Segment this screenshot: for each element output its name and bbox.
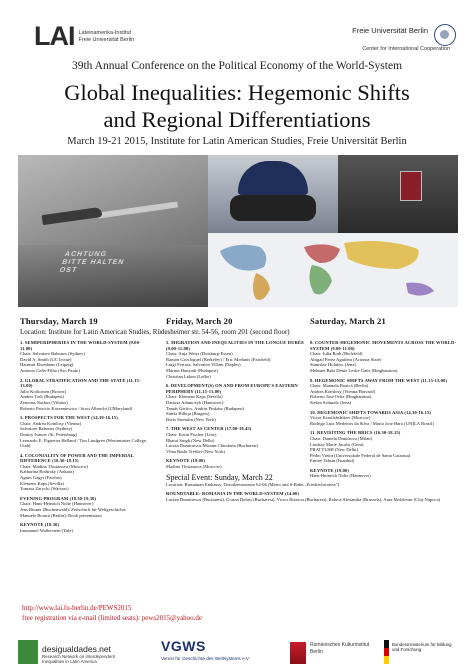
session-block xyxy=(310,468,460,479)
session-line: Mehmet Baki Deniz Leslie Gatts (Binghamton) xyxy=(310,367,398,373)
session-line: Victor Krasilshchikov (Moscow) xyxy=(310,415,371,421)
session-list xyxy=(310,340,460,479)
world-map-icon xyxy=(208,233,458,307)
session-line: Bharat Singh (New Delhi) xyxy=(166,437,215,443)
session-line: Andres Toth (Budapest) xyxy=(20,394,64,400)
session-line: Lucian Dumitrescu (Bucharest), Corina Doboș (Bucharest), Victor Rizescu (Bucharest), Raluca Alexandra (Brussels), Aura Moldovan (Cluj-Napoca) xyxy=(166,496,441,502)
session-line: Vilna Bashi Treitler (New York) xyxy=(166,448,226,454)
session-heading: 11. REVISITING THE BRICS (16.30-18.15) xyxy=(310,430,401,436)
fu-subtitle: Center for International Cooperation xyxy=(362,46,450,52)
session-block xyxy=(20,378,152,412)
session-block xyxy=(20,496,152,518)
conference-edition: 39th Annual Conference on the Political Economy of the World-System xyxy=(71,60,403,72)
session-line: Zenonas Norkus (Vilnius) xyxy=(20,399,68,405)
session-line: Dmitry Ivanov (St. Petersburg) xyxy=(20,431,78,437)
website-link[interactable]: http://www.lai.fu-berlin.de/PEWS2015 xyxy=(22,604,132,612)
session-list xyxy=(166,340,306,469)
session-block xyxy=(20,340,152,374)
session-block xyxy=(310,410,460,427)
sponsor-bar xyxy=(18,638,458,668)
sponsor-name: desigualdades.net xyxy=(42,644,112,654)
day-title: Saturday, March 21 xyxy=(310,316,386,326)
session-line: Katharina Bodirsky (Ankara) xyxy=(20,469,74,475)
day-title: Friday, March 20 xyxy=(166,316,233,326)
session-line: Emine Tahsin (Istanbul) xyxy=(310,458,355,464)
session-line: Klemens Kaps (Sevilla) xyxy=(20,480,64,486)
session-line: Stefan Schmalz (Jena) xyxy=(310,399,352,405)
session-line: Andrea Komlosy (Vienna/Harvard) xyxy=(310,388,376,394)
session-block xyxy=(166,458,306,469)
session-heading: ROUNDTABLE: ROMANIA IN THE WORLD-SYSTEM (14.00) xyxy=(166,491,300,497)
photo-border-guard xyxy=(208,155,338,233)
special-event-location: Location: Romanian Embassy, Dorotheenstrasse 62-66 (Metro and S-Bahn „Friedrichstrasse") xyxy=(166,482,340,488)
road-text-line: OST xyxy=(58,267,79,274)
session-line: Hans-Heinrich Nolte (Hannover) xyxy=(310,473,371,479)
session-line: Manuela Boatcă (Berlin): Book presentation xyxy=(20,512,102,518)
sponsor-subtitle: Verein für Geschichte des Weltsystems e.V. xyxy=(161,656,250,661)
lai-mark: LAI xyxy=(34,21,75,51)
photo-border-road xyxy=(18,155,208,307)
session-heading: EVENING PROGRAM (18.30-19.30) xyxy=(20,495,97,501)
session-heading: 9. HEGEMONIC SHIFTS AWAY FROM THE WEST (11.15-13.00) xyxy=(310,377,448,383)
session-block xyxy=(310,378,460,406)
title-line: and Regional Differentiations xyxy=(103,107,371,132)
location: Location: Institute for Latin American Studies, Rüdesheimer str. 54-56, room 201 (second floor) xyxy=(20,328,290,336)
session-line: Madina Tlostanova (Moscow) xyxy=(166,463,222,469)
lai-sub-line: Freie Universität Berlin xyxy=(78,37,135,43)
session-heading: 7. THE WEST AS CENTER (17.00-18.45) xyxy=(166,426,252,432)
eu-cap-icon xyxy=(238,161,308,195)
session-line: Salvatore Babones (Sydney) xyxy=(20,426,73,432)
session-line: Antonio Gelis-Filho (Sao Paulo) xyxy=(20,367,80,373)
session-line: Chair: Daniela Dimitrova (Milan) xyxy=(310,435,373,441)
session-line: David A. Smith (UC Irvine) xyxy=(20,356,72,362)
session-line: Immanuel Wallerstein (Yale) xyxy=(20,527,73,533)
lai-sub-line: Lateinamerika-Institut xyxy=(78,30,132,36)
road-marking xyxy=(58,251,128,275)
sponsor-rki xyxy=(290,638,378,668)
binoculars-icon xyxy=(230,195,316,221)
boat-icon xyxy=(42,207,103,225)
session-line: Chair: Klemens Kaps (Sevilla) xyxy=(166,394,223,400)
photo-world-map xyxy=(208,233,458,307)
sponsor-name: Bundesministerium für Bildung und Forschung xyxy=(392,642,452,653)
passport-icon xyxy=(400,171,422,201)
session-block xyxy=(20,522,152,533)
session-line: Boris Stremlin (New York) xyxy=(166,416,216,422)
session-heading: 6. DEVELOPMENT(S) ON AND FROM EUROPE'S EASTERN PERIPHERY (11.15-13.00) xyxy=(166,383,298,394)
session-line: Stanislav Holubec (Jena) xyxy=(310,362,356,368)
page-title xyxy=(0,79,474,133)
road-text-line: ACHTUNG xyxy=(63,251,108,258)
day-title: Thursday, March 19 xyxy=(20,316,98,326)
session-line: Abigail Perez Aguilera (Arizona State) xyxy=(310,356,382,362)
session-line: Dariusz Adamczyk (Hannover) xyxy=(166,399,224,405)
session-line: Chair: Hans-Heinrich Nolte (Hannover) xyxy=(20,501,94,507)
session-heading: KEYNOTE (19.30) xyxy=(20,522,60,528)
session-heading: 8. COUNTER-HEGEMONIC MOVEMENTS ACROSS THE WORLD-SYSTEM (9.00-11.00) xyxy=(310,340,457,351)
day-column-saturday xyxy=(310,316,460,483)
session-heading: KEYNOTE (19.00) xyxy=(166,458,206,464)
session-block xyxy=(166,426,306,454)
sponsor-name: VGWS xyxy=(161,638,206,654)
fu-logo xyxy=(346,24,456,54)
sponsor-name: Rumänisches Kulturinstitut Berlin xyxy=(310,642,370,655)
session-line: Chair: Salvatore Babones (Sydney) xyxy=(20,351,85,357)
lai-logo xyxy=(34,22,134,52)
conference-dates: March 19-21 2015, Institute for Latin American Studies, Freie Universität Berlin xyxy=(67,136,407,147)
sponsor-subtitle: Research Network on Interdependent Inequalities in Latin America xyxy=(42,654,115,664)
session-line: Chair: Andrea Komlosy (Vienna) xyxy=(20,420,82,426)
sponsor-desigualdades xyxy=(18,638,136,668)
title-line: Global Inequalities: Hegemonic Shifts xyxy=(64,80,410,105)
session-heading: KEYNOTE (19.00) xyxy=(310,467,350,473)
session-line: Tamás Gerőcs, András Pinkász (Budapest) xyxy=(166,405,245,411)
german-flag-icon xyxy=(384,640,389,664)
fu-name: Freie Universität Berlin xyxy=(352,26,428,35)
session-line: Jens Binner (Buchenwald): Zeitschrift für Weltgeschichte xyxy=(20,507,126,513)
session-line: Chair: Manuela Boatcă (Berlin) xyxy=(310,383,369,389)
session-block xyxy=(310,340,460,374)
session-heading: 1. SEMIPERIPHERIES IN THE WORLD-SYSTEM (9.00-11.00) xyxy=(20,340,141,351)
sponsor-bmbf xyxy=(384,638,458,668)
session-line: Chair: Madina Tlostanova (Moscow) xyxy=(20,463,89,469)
session-block xyxy=(166,340,306,379)
program xyxy=(20,316,460,584)
sponsor-vgws xyxy=(161,638,265,668)
photo-passport xyxy=(338,155,458,233)
session-line: Lindsay Marie Jacobs (Gent) xyxy=(310,441,364,447)
header xyxy=(0,0,474,56)
road-text-line: BITTE HALTEN xyxy=(61,259,126,266)
fu-seal-icon xyxy=(434,24,456,46)
special-event-session xyxy=(166,491,456,502)
session-block xyxy=(166,383,306,422)
session-block xyxy=(20,415,152,449)
rki-logo-icon xyxy=(290,642,306,664)
session-line: Chair: Julia Roth (Bielefeld) xyxy=(310,351,363,357)
session-line: Márton Hunyadi (Budapest) xyxy=(166,367,218,373)
session-line: Agnes Gagyi (Fairfax) xyxy=(20,475,62,481)
session-line: Leonardo E. Figueroa Helland / Tim Lindgren (Westminster College, Utah) xyxy=(20,437,147,449)
session-heading: 3. PROSPECTS FOR THE WEST (14.30-16.15) xyxy=(20,415,118,421)
photo-collage xyxy=(18,155,458,307)
session-line: Roberto Patricio Korzeniewicz / Scott Albrecht (UMaryland) xyxy=(20,405,133,411)
session-line: Chair: Anja Weiss (Duisburg-Essen) xyxy=(166,351,233,357)
session-line: Roberto José Ortiz (Binghamton) xyxy=(310,394,372,400)
session-line: Hartmut Elsenhans (Leipzig) xyxy=(20,362,74,368)
session-line: Julio Korkotsen (Brown) xyxy=(20,388,66,394)
special-event-title: Special Event: Sunday, March 22 xyxy=(166,473,273,483)
desigualdades-logo-icon xyxy=(18,640,38,664)
session-line: Ramón Grosfoguel (Berkeley) / Eric Mielants (Fairfield) xyxy=(166,356,271,362)
session-heading: 4. COLONIALITY OF POWER AND THE IMPERIAL DIFFERENCE (16.30-18.15) xyxy=(20,452,134,464)
session-heading: 5. MIGRATION AND INEQUALITIES IN THE LONGUE DURÉE (9.00-11.00) xyxy=(166,340,305,351)
session-line: Luigi Ferrara, Salvatore Villani (Naples) xyxy=(166,362,241,368)
session-line: Pedro Vieira (Universidade Federal de Santa Catarina) xyxy=(310,452,411,458)
session-block xyxy=(20,453,152,492)
session-line: Siniša Bilbija (Rutgers) xyxy=(166,411,210,417)
session-line: PRATYUSH (New Delhi) xyxy=(310,447,358,453)
boat-wake xyxy=(98,201,178,218)
session-block xyxy=(310,430,460,464)
session-line: Christian Lekon (Lefke) xyxy=(166,373,211,379)
session-heading: 10. HEGEMONIC SHIFTS TOWARDS ASIA (14.30-16.15) xyxy=(310,409,431,415)
session-line: Tomasz Zarycki (Warsaw) xyxy=(20,486,69,492)
session-heading: 2. GLOBAL STRATIFICATION AND THE STATE (11.15-13.00) xyxy=(20,377,141,389)
session-line: Lucian Dumitrescu/Miriam Chiodarta (Bucharest) xyxy=(166,443,259,449)
registration-note: free registration via e-mail (limited seats): pews2015@yahoo.de xyxy=(22,614,203,622)
session-list xyxy=(20,340,152,533)
session-line: Rodrigo Luiz Medeiros da Silva / Maria Jose Haro (UNILA Brazil) xyxy=(310,420,434,426)
lai-subtitle xyxy=(79,30,135,44)
session-line: Chair: Karin Fischer (Linz) xyxy=(166,431,217,437)
